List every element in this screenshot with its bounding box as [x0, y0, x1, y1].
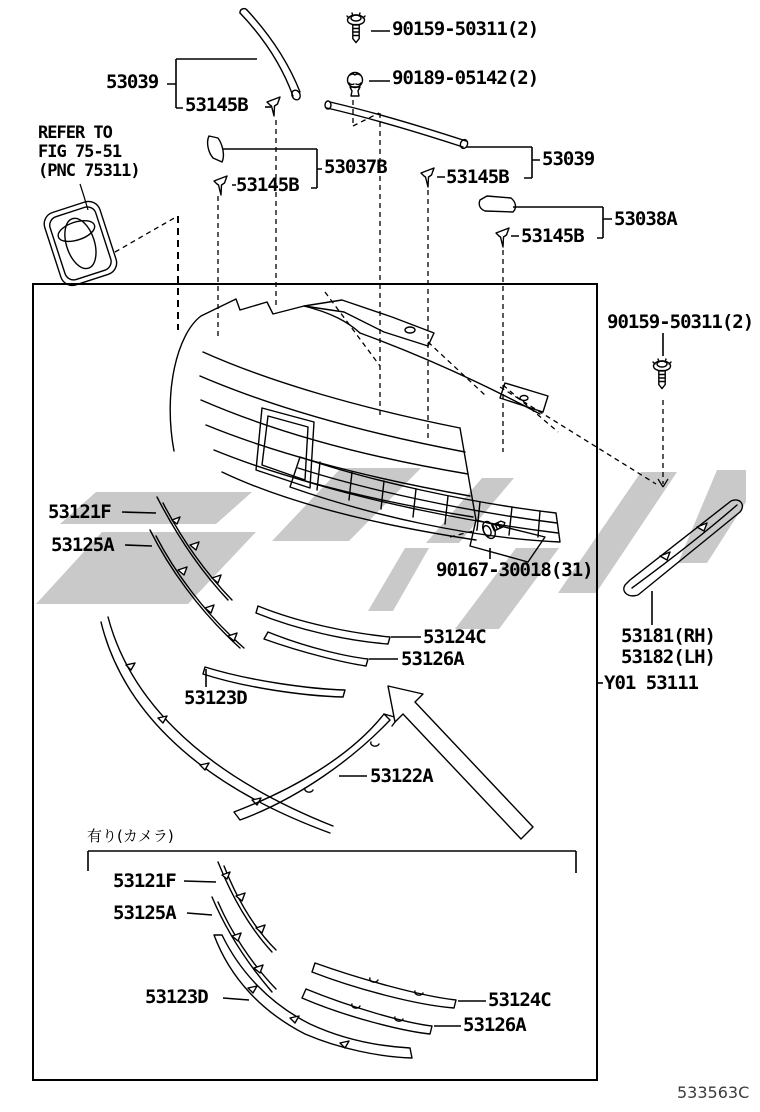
clip-icon-2	[214, 176, 227, 195]
cam-label-53121f: 53121F	[113, 870, 176, 892]
emblem-drawing	[41, 198, 120, 288]
part-label-53122a: 53122A	[370, 765, 433, 787]
part-label-53038a: 53038A	[614, 208, 677, 230]
assembly-frame	[33, 284, 597, 1080]
cam-bar-53123d-part	[214, 935, 412, 1058]
drawing-code: 533563C	[677, 1083, 750, 1102]
cam-strip-53125a-part	[212, 897, 276, 992]
part-label-53181: 53181(RH)	[621, 625, 715, 647]
cam-label-53126a: 53126A	[463, 1014, 526, 1036]
lower-molding-part	[101, 617, 333, 833]
cam-label-53124c: 53124C	[488, 989, 551, 1011]
refer-note-line2: FIG 75-51	[38, 142, 122, 162]
part-label-53145b-1: 53145B	[185, 94, 248, 116]
camera-section-parts	[212, 862, 456, 1058]
grommet-icon-top	[348, 73, 363, 97]
bar-53126a-part	[264, 632, 368, 666]
pad-53038a-part	[479, 196, 515, 212]
part-label-53039-right: 53039	[542, 148, 595, 170]
part-label-53125a: 53125A	[51, 534, 114, 556]
part-label-53145b-3: 53145B	[446, 166, 509, 188]
part-label-y01-53111: Y01 53111	[604, 672, 698, 694]
screw-icon-top	[347, 13, 365, 43]
direction-arrow	[388, 686, 533, 839]
refer-note-line1: REFER TO	[38, 123, 112, 143]
refer-note-line3: (PNC 75311)	[38, 161, 140, 181]
part-label-90159-right: 90159-50311(2)	[607, 311, 754, 333]
molding-53039-right	[327, 102, 466, 147]
part-label-90189: 90189-05142(2)	[392, 67, 539, 89]
bar-53124c-part	[256, 606, 390, 644]
clip-icon-4	[496, 228, 509, 247]
camera-spec-note: 有り(カメラ)	[87, 827, 174, 845]
part-label-53126a: 53126A	[401, 648, 464, 670]
part-label-53182: 53182(LH)	[621, 646, 715, 668]
part-label-53039-left: 53039	[106, 71, 159, 93]
watermark	[36, 468, 746, 629]
cam-bar-53126a-part	[302, 989, 432, 1034]
screw-icon-right	[653, 359, 671, 389]
molding-53039-left	[240, 10, 300, 96]
part-label-53145b-4: 53145B	[521, 225, 584, 247]
part-label-53037b: 53037B	[324, 156, 387, 178]
part-label-53123d: 53123D	[184, 687, 247, 709]
part-label-53121f: 53121F	[48, 501, 111, 523]
cam-bar-53124c-part	[312, 963, 456, 1008]
cam-label-53125a: 53125A	[113, 902, 176, 924]
part-label-53145b-2: 53145B	[236, 174, 299, 196]
part-label-53124c: 53124C	[423, 626, 486, 648]
cam-label-53123d: 53123D	[145, 986, 208, 1008]
clip-icon-3	[421, 168, 434, 187]
pad-53037b-part	[208, 136, 224, 162]
part-label-90167: 90167-30018(31)	[436, 559, 593, 581]
part-label-90159-top: 90159-50311(2)	[392, 18, 539, 40]
